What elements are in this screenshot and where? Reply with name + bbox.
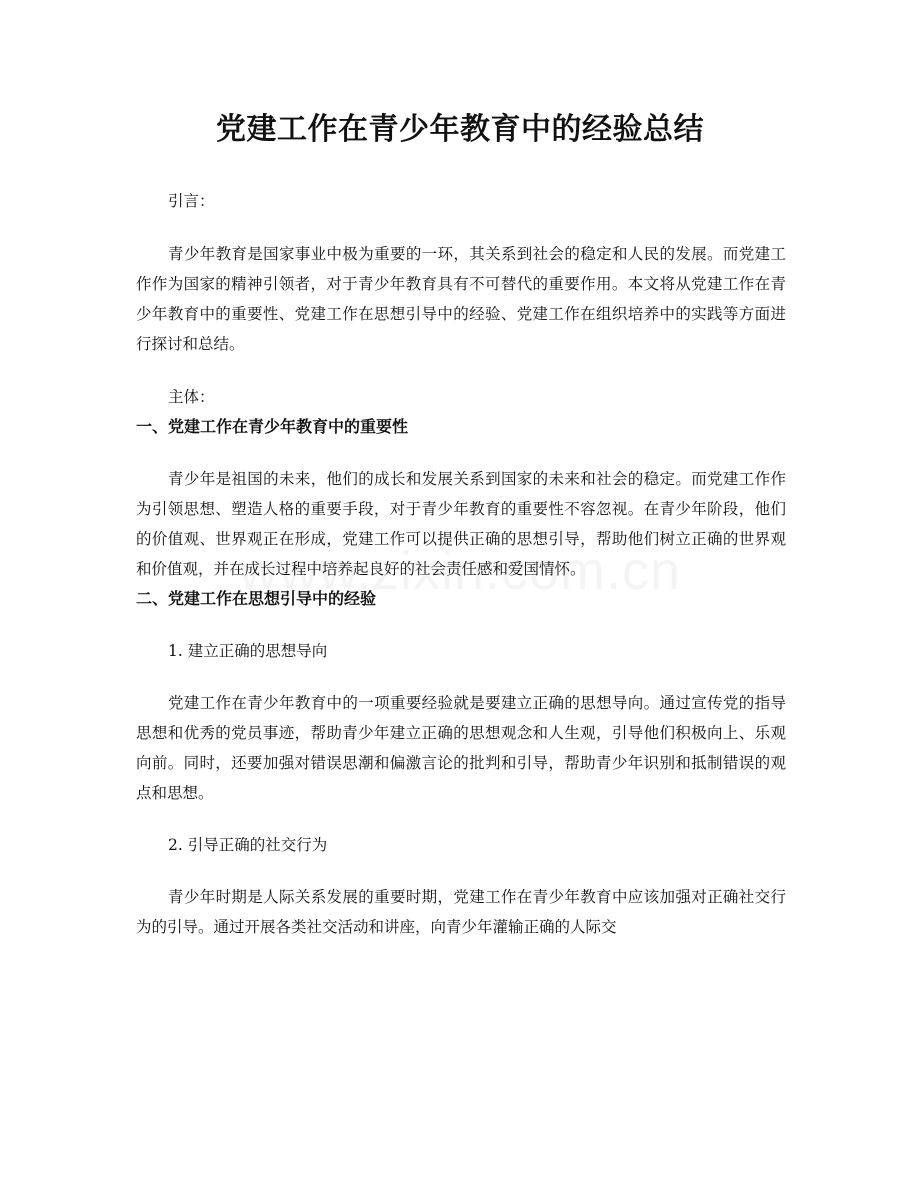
intro-label: 引言： bbox=[168, 192, 215, 210]
document-body bbox=[136, 186, 786, 942]
body-label: 主体： bbox=[168, 388, 215, 406]
section2-heading: 二、党建工作在思想引导中的经验 bbox=[136, 589, 377, 608]
subsection2-paragraph: 青少年时期是人际关系发展的重要时期，党建工作在青少年教育中应该加强对正确社交行为的引导。通过开展各类社交活动和讲座，向青少年灌输正确的人际交 bbox=[136, 888, 786, 936]
section1-paragraph: 青少年是祖国的未来，他们的成长和发展关系到国家的未来和社会的稳定。而党建工作作为引领思想、塑造人格的重要手段，对于青少年教育的重要性不容忽视。在青少年阶段，他们的价值观、世界观正在形成，党建工作可以提供正确的思想引导，帮助他们树立正确的世界观和价值观，并在成长过程中培养起良好的社会责任感和爱国情怀。 bbox=[136, 470, 786, 578]
subsection1-paragraph: 党建工作在青少年教育中的一项重要经验就是要建立正确的思想导向。通过宣传党的指导思想和优秀的党员事迹，帮助青少年建立正确的思想观念和人生观，引导他们积极向上、乐观向前。同时，还要加强对错误思潮和偏激言论的批判和引导，帮助青少年识别和抵制错误的观点和思想。 bbox=[136, 694, 786, 802]
subsection2-title: 2. 引导正确的社交行为 bbox=[168, 836, 328, 854]
document-title: 党建工作在青少年教育中的经验总结 bbox=[216, 112, 704, 147]
section1-heading: 一、党建工作在青少年教育中的重要性 bbox=[136, 417, 409, 436]
subsection1-title: 1. 建立正确的思想导向 bbox=[168, 642, 328, 660]
intro-paragraph: 青少年教育是国家事业中极为重要的一环，其关系到社会的稳定和人民的发展。而党建工作作为国家的精神引领者，对于青少年教育具有不可替代的重要作用。本文将从党建工作在青少年教育中的重要性、党建工作在思想引导中的经验、党建工作在组织培养中的实践等方面进行探讨和总结。 bbox=[136, 245, 786, 353]
